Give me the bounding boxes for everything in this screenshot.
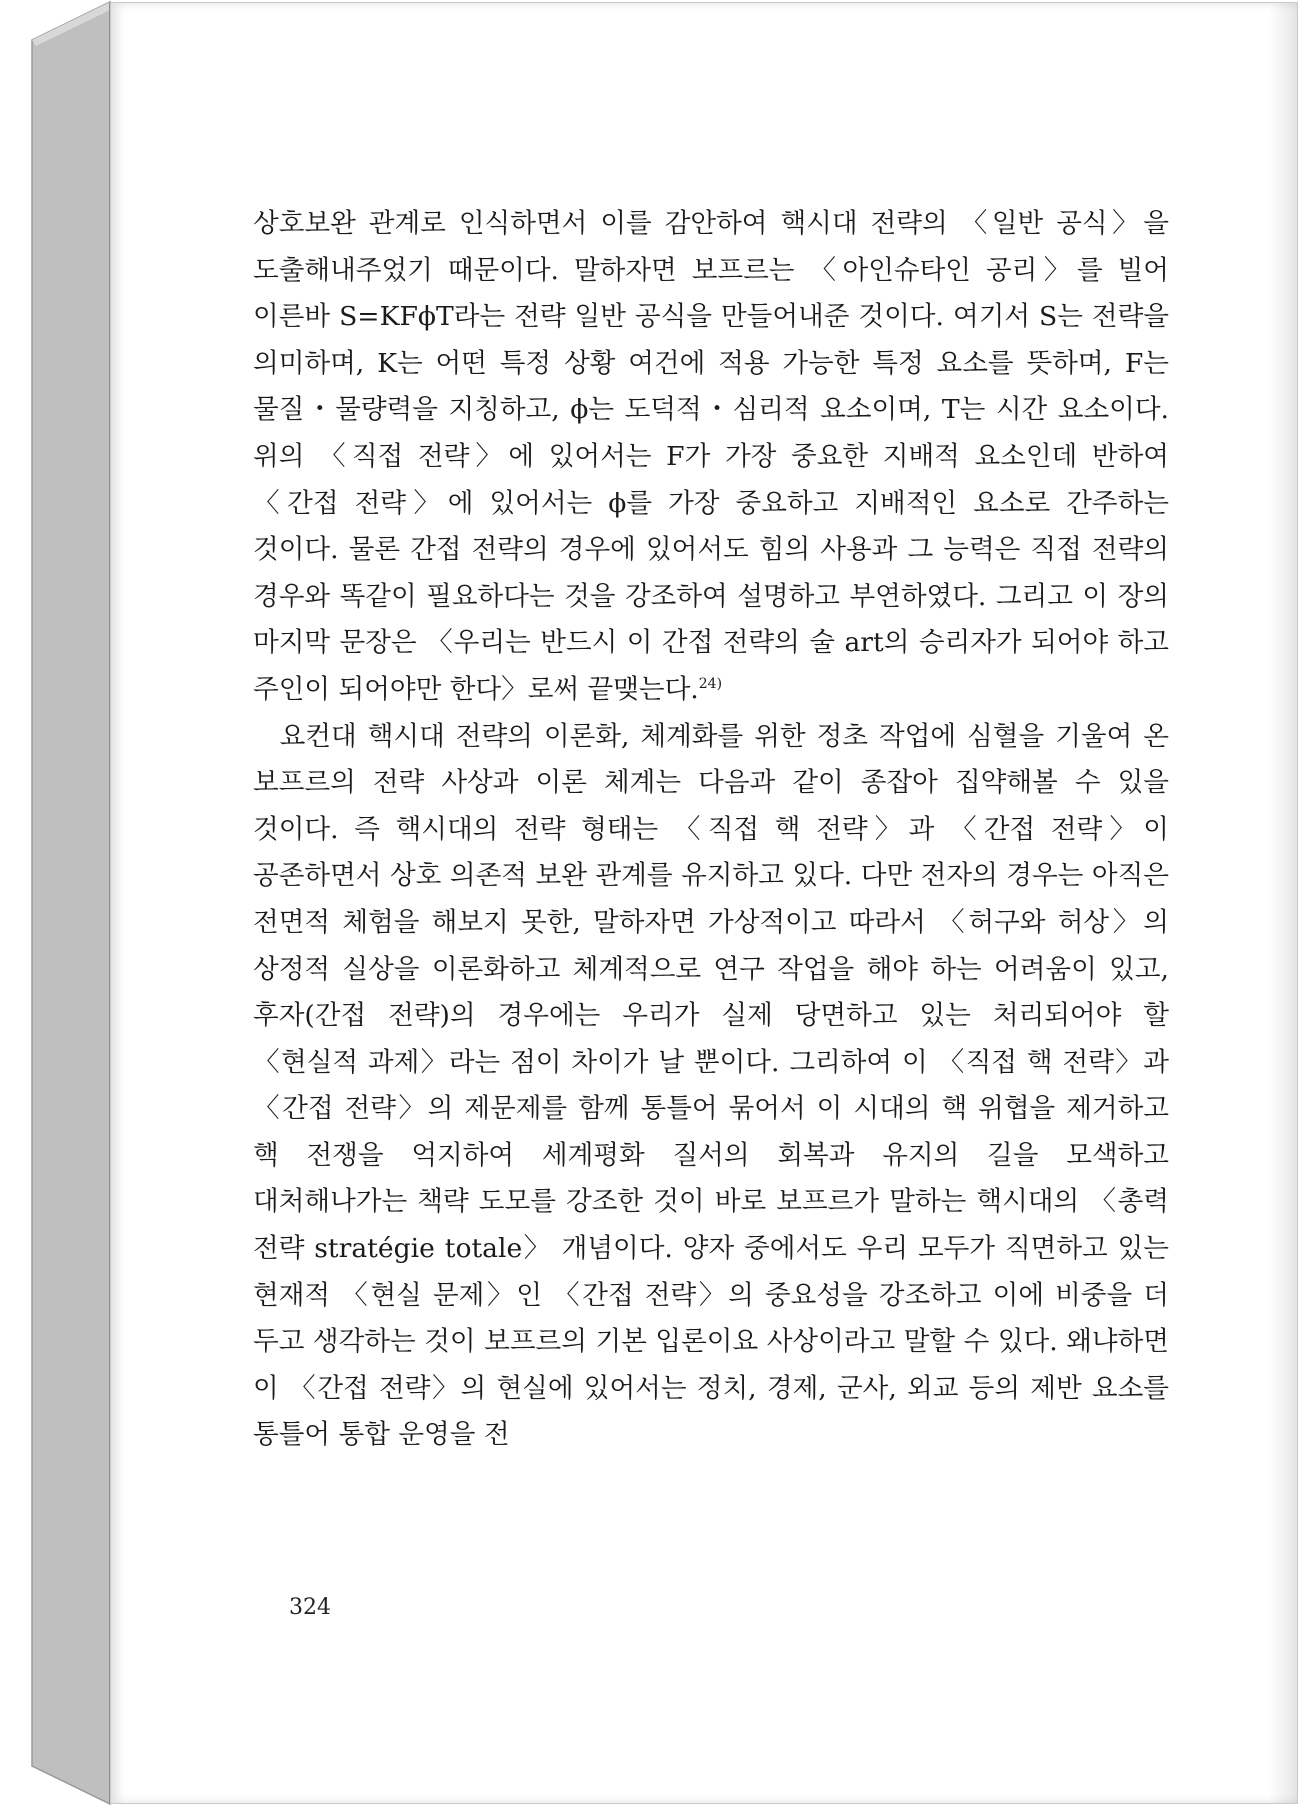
body-text	[253, 201, 1169, 1459]
footnote-marker: 24)	[698, 676, 723, 693]
page-number: 324	[289, 1595, 331, 1620]
paragraph-2	[253, 714, 1169, 1460]
book-page	[110, 2, 1298, 1804]
page-edge-shadow	[1269, 3, 1297, 1803]
paragraph-1-text: 상호보완 관계로 인식하면서 이를 감안하여 핵시대 전략의 〈일반 공식〉을 도출해내주었기 때문이다. 말하자면 보프르는 〈아인슈타인 공리〉를 빌어 이른바 S=KFϕT라는 전략 일반 공식을 만들어내준 것이다. 여기서 S는 전략을 의미하며, K는 어떤 특정 상황 여건에 적용 가능한 특정 요소를 뜻하며, F는 물질・물량력을 지칭하고, ϕ는 도덕적・심리적 요소이며, T는 시간 요소이다. 위의 〈직접 전략〉에 있어서는 F가 가장 중요한 지배적 요소인데 반하여 〈간접 전략〉에 있어서는 ϕ를 가장 중요하고 지배적인 요소로 간주하는 것이다. 물론 간접 전략의 경우에 있어서도 힘의 사용과 그 능력은 직접 전략의 경우와 똑같이 필요하다는 것을 강조하여 설명하고 부연하였다. 그리고 이 장의 마지막 문장은 〈우리는 반드시 이 간접 전략의 술 art의 승리자가 되어야 하고 주인이 되어야만 한다〉로써 끝맺는다.	[253, 208, 1169, 705]
paragraph-2-text: 요컨대 핵시대 전략의 이론화, 체계화를 위한 정초 작업에 심혈을 기울여 온 보프르의 전략 사상과 이론 체계는 다음과 같이 종잡아 집약해볼 수 있을 것이다. 즉 핵시대의 전략 형태는 〈직접 핵 전략〉과 〈간접 전략〉이 공존하면서 상호 의존적 보완 관계를 유지하고 있다. 다만 전자의 경우는 아직은 전면적 체험을 해보지 못한, 말하자면 가상적이고 따라서 〈허구와 허상〉의 상정적 실상을 이론화하고 체계적으로 연구 작업을 해야 하는 어려움이 있고, 후자(간접 전략)의 경우에는 우리가 실제 당면하고 있는 처리되어야 할 〈현실적 과제〉라는 점이 차이가 날 뿐이다. 그리하여 이 〈직접 핵 전략〉과 〈간접 전략〉의 제문제를 함께 통틀어 묶어서 이 시대의 핵 위협을 제거하고 핵 전쟁을 억지하여 세계평화 질서의 회복과 유지의 길을 모색하고 대처해나가는 책략 도모를 강조한 것이 바로 보프르가 말하는 핵시대의 〈총력 전략 stratégie totale〉 개념이다. 양자 중에서도 우리 모두가 직면하고 있는 현재적 〈현실 문제〉인 〈간접 전략〉의 중요성을 강조하고 이에 비중을 더 두고 생각하는 것이 보프르의 기본 입론이요 사상이라고 말할 수 있다. 왜냐하면 이 〈간접 전략〉의 현실에 있어서는 정치, 경제, 군사, 외교 등의 제반 요소를 통틀어 통합 운영을 전	[253, 720, 1169, 1451]
paragraph-1	[253, 201, 1169, 714]
